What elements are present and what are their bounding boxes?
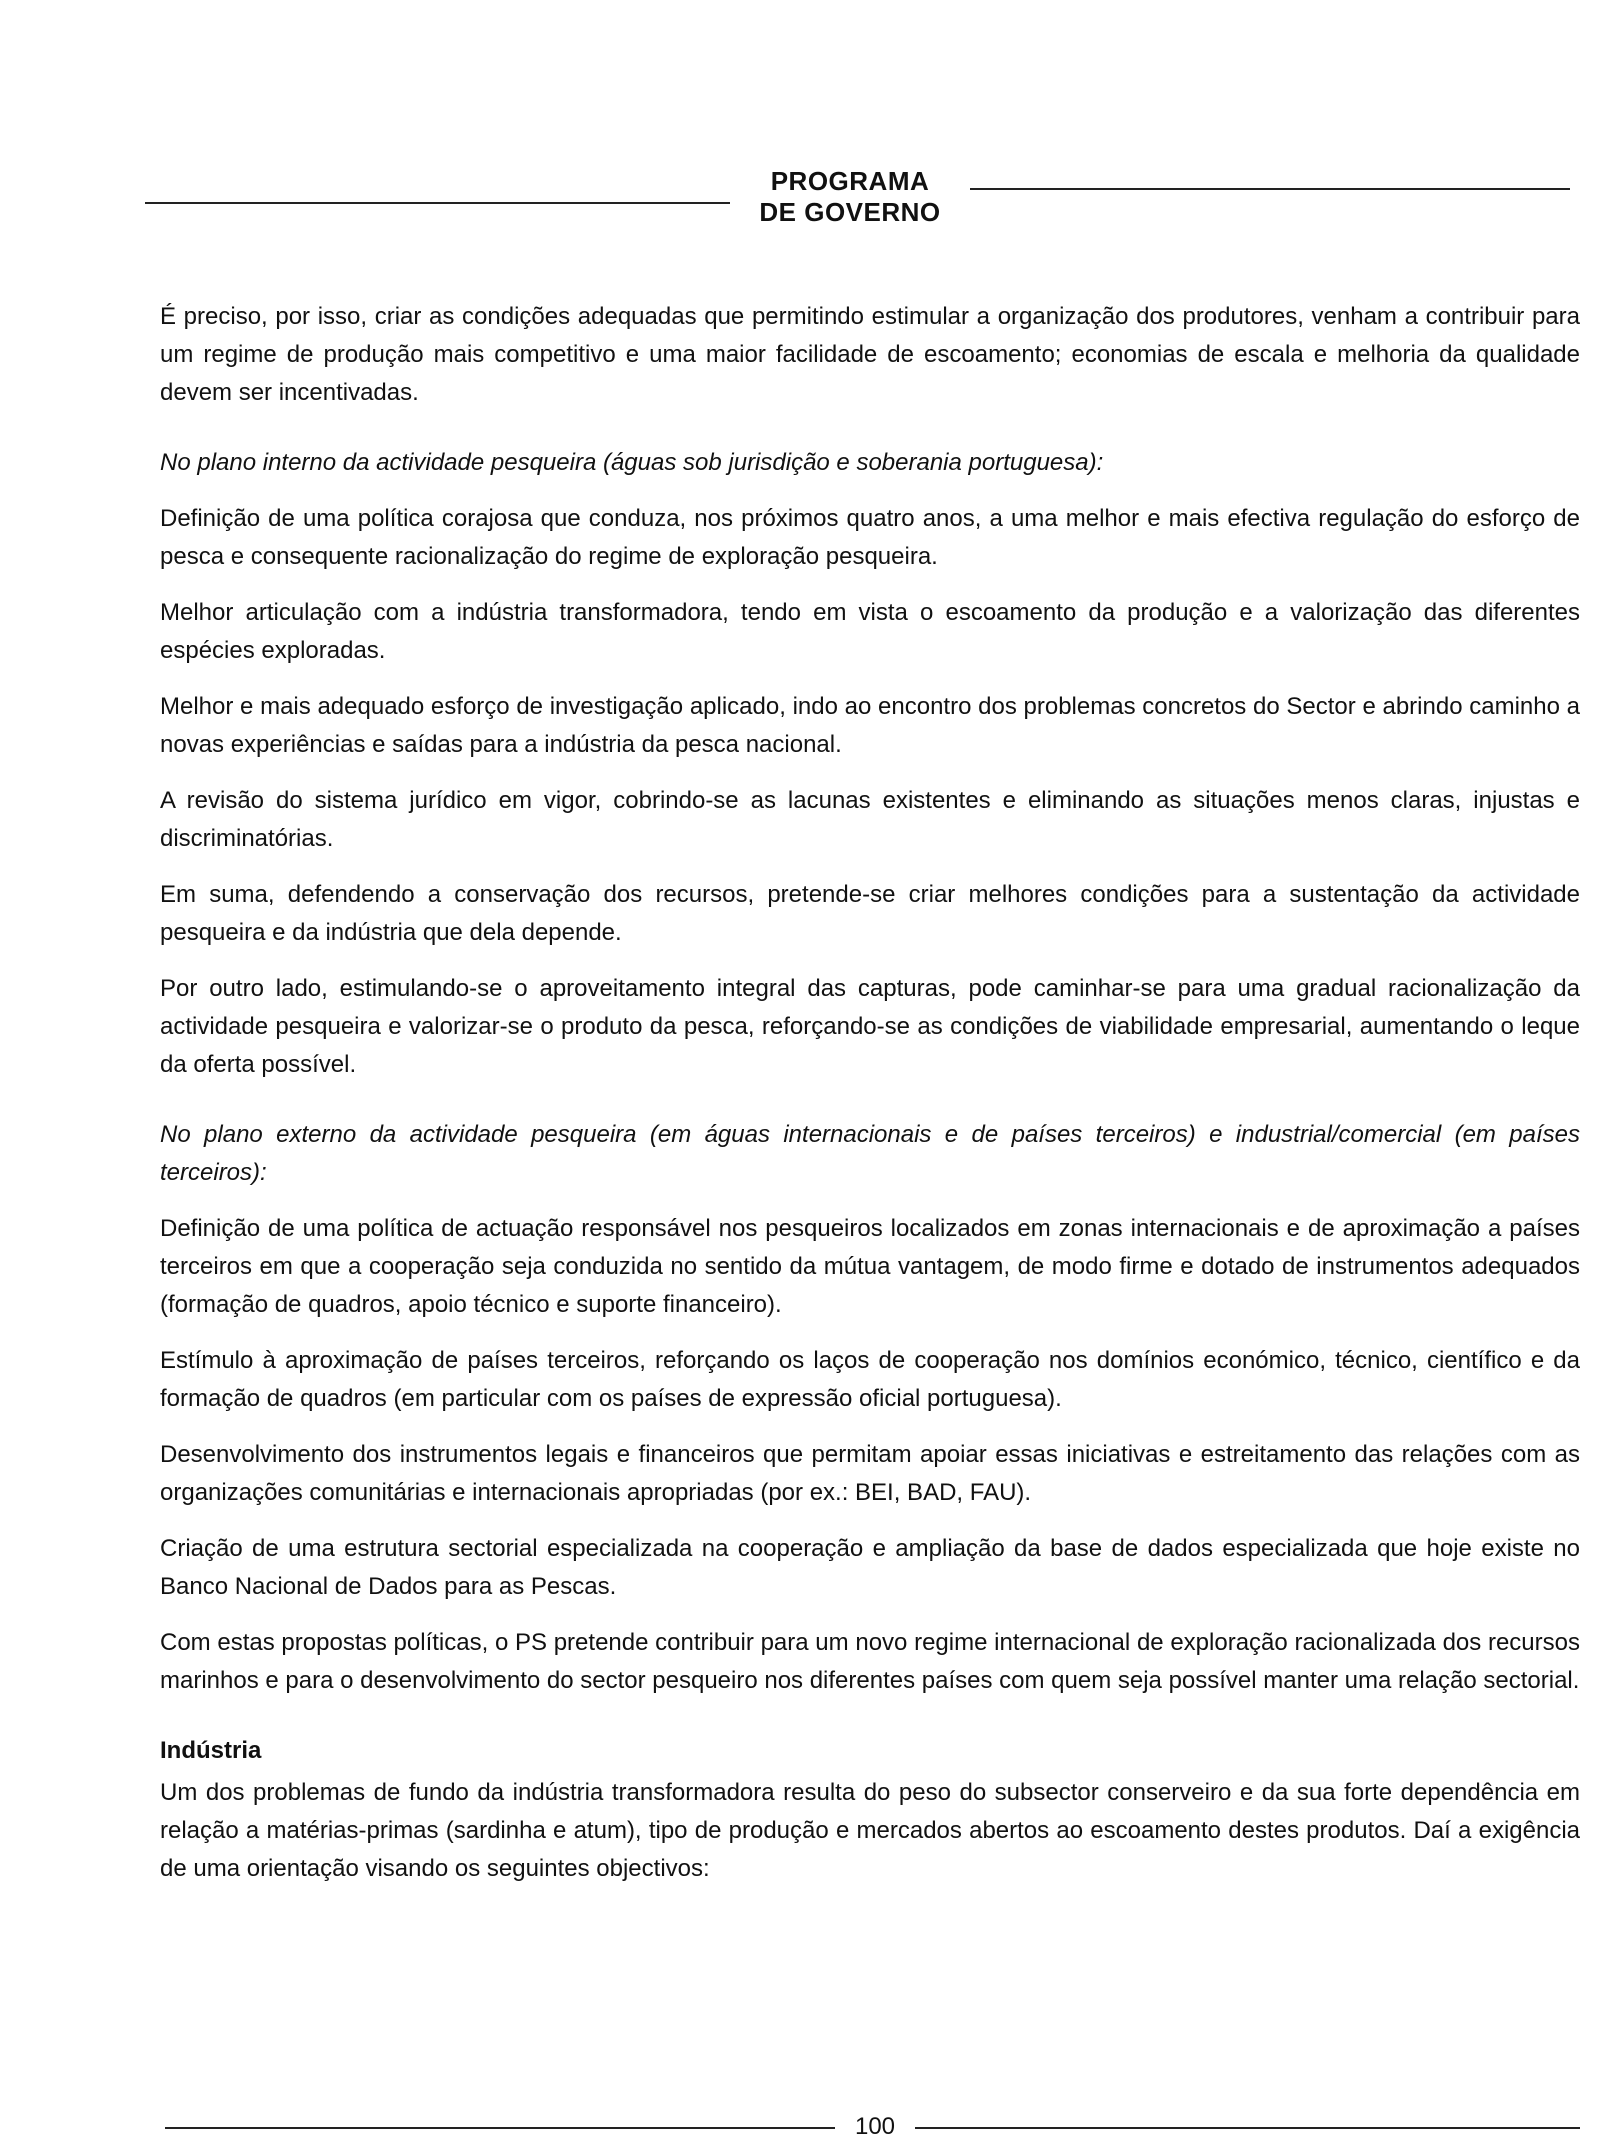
header-title <box>745 166 955 228</box>
footer-rule-left <box>165 2127 835 2129</box>
internal-paragraph: A revisão do sistema jurídico em vigor, cobrindo-se as lacunas existentes e eliminando as situações menos claras, injustas e discriminatórias. <box>160 787 1580 852</box>
header-title-line1: PROGRAMA <box>770 166 930 196</box>
internal-plan-heading: No plano interno da actividade pesqueira (águas sob jurisdição e soberania portuguesa): <box>160 449 1104 476</box>
internal-paragraph: Melhor e mais adequado esforço de investigação aplicado, indo ao encontro dos problemas concretos do Sector e abrindo caminho a novas experiências e saídas para a indústria da pesca nacional. <box>160 693 1580 758</box>
footer-rule-right <box>915 2127 1580 2129</box>
header-rule-left <box>145 202 730 204</box>
page-header <box>145 166 1570 230</box>
external-paragraph: Desenvolvimento dos instrumentos legais e financeiros que permitam apoiar essas iniciativas e estreitamento das relações com as organizações comunitárias e internacionais apropriadas (por ex.: BEI, BAD, FAU). <box>160 1441 1580 1506</box>
header-title-line2: DE GOVERNO <box>759 197 941 227</box>
external-paragraph: Com estas propostas políticas, o PS pretende contribuir para um novo regime internacional de exploração racionalizada dos recursos marinhos e para o desenvolvimento do sector pesqueiro nos diferentes países com quem seja possível manter uma relação sectorial. <box>160 1629 1580 1694</box>
external-paragraph: Definição de uma política de actuação responsável nos pesqueiros localizados em zonas internacionais e de aproximação a países terceiros em que a cooperação seja conduzida no sentido da mútua vantagem, de modo firme e dotado de instrumentos adequados (formação de quadros, apoio técnico e suporte financeiro). <box>160 1215 1580 1318</box>
intro-paragraph: É preciso, por isso, criar as condições adequadas que permitindo estimular a organização dos produtores, venham a contribuir para um regime de produção mais competitivo e uma maior facilidade de escoamento; economias de escala e melhoria da qualidade devem ser incentivadas. <box>160 303 1580 406</box>
internal-paragraph: Em suma, defendendo a conservação dos recursos, pretende-se criar melhores condições para a sustentação da actividade pesqueira e da indústria que dela depende. <box>160 881 1580 946</box>
header-rule-right <box>970 188 1570 190</box>
page-footer <box>165 2111 1580 2145</box>
industry-paragraph: Um dos problemas de fundo da indústria transformadora resulta do peso do subsector conserveiro e da sua forte dependência em relação a matérias-primas (sardinha e atum), tipo de produção e mercados abertos ao escoamento destes produtos. Daí a exigência de uma orientação visando os seguintes objectivos: <box>160 1779 1580 1882</box>
internal-paragraph: Melhor articulação com a indústria transformadora, tendo em vista o escoamento da produção e a valorização das diferentes espécies exploradas. <box>160 599 1580 664</box>
internal-paragraph: Definição de uma política corajosa que conduza, nos próximos quatro anos, a uma melhor e mais efectiva regulação do esforço de pesca e consequente racionalização do regime de exploração pesqueira. <box>160 505 1580 570</box>
external-paragraph: Criação de uma estrutura sectorial especializada na cooperação e ampliação da base de dados especializada que hoje existe no Banco Nacional de Dados para as Pescas. <box>160 1535 1580 1600</box>
internal-paragraph: Por outro lado, estimulando-se o aproveitamento integral das capturas, pode caminhar-se para uma gradual racionalização da actividade pesqueira e valorizar-se o produto da pesca, reforçando-se as condições de viabilidade empresarial, aumentando o leque da oferta possível. <box>160 975 1580 1078</box>
industry-heading: Indústria <box>160 1737 262 1764</box>
page-number: 100 <box>854 2113 896 2140</box>
page-content <box>160 298 1580 1906</box>
external-paragraph: Estímulo à aproximação de países terceiros, reforçando os laços de cooperação nos domínios económico, técnico, científico e da formação de quadros (em particular com os países de expressão oficial portuguesa). <box>160 1347 1580 1412</box>
external-plan-heading: No plano externo da actividade pesqueira (em águas internacionais e de países terceiros) e industrial/comercial (em países terceiros): <box>160 1121 1580 1186</box>
